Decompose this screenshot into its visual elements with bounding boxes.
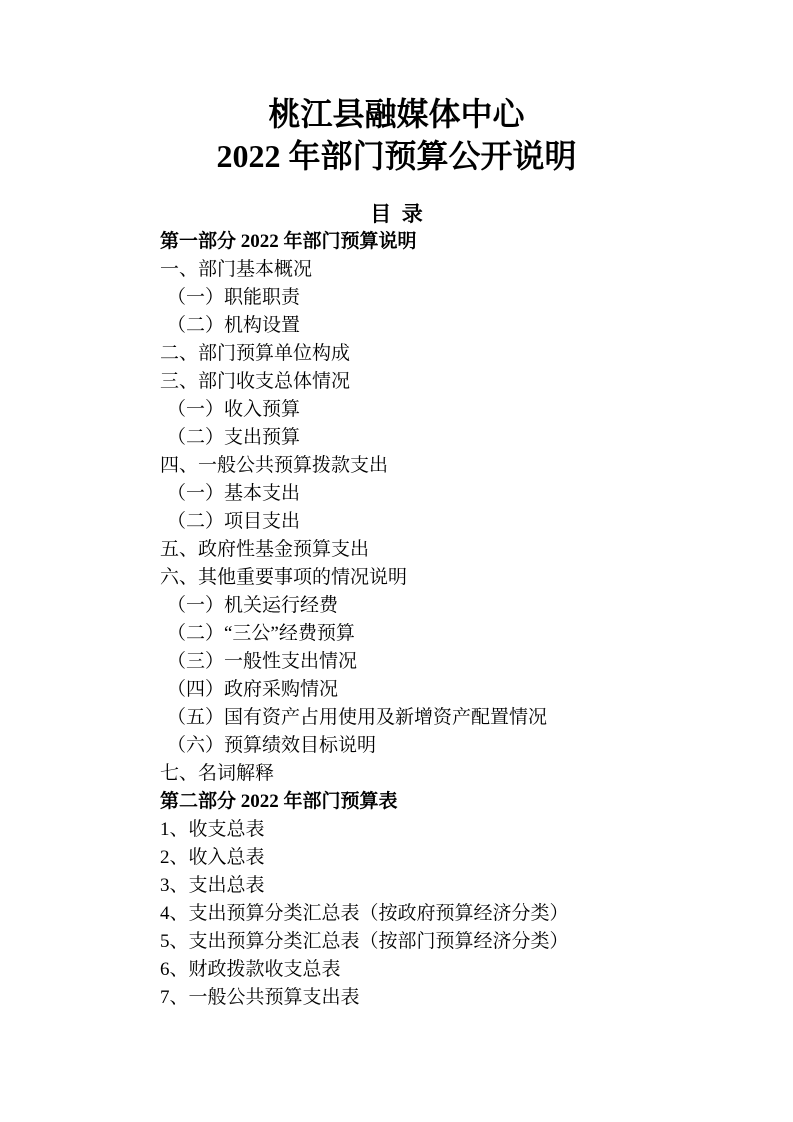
toc-item: 3、支出总表 — [160, 875, 265, 896]
document-title-line2: 2022 年部门预算公开说明 — [216, 138, 577, 174]
toc-item: （一）收入预算 — [167, 399, 301, 420]
toc-item: （五）国有资产占用使用及新增资产配置情况 — [167, 707, 548, 728]
toc-item: 六、其他重要事项的情况说明 — [160, 567, 408, 588]
toc-item: （二）机构设置 — [167, 315, 301, 336]
toc-section-heading: 第一部分 2022 年部门预算说明 — [160, 231, 417, 252]
toc-item: （一）基本支出 — [167, 483, 301, 504]
toc-item: （一）机关运行经费 — [167, 595, 339, 616]
toc-item: （四）政府采购情况 — [167, 679, 339, 700]
toc-item: 三、部门收支总体情况 — [160, 371, 351, 392]
toc-item: （二）项目支出 — [167, 511, 301, 532]
toc-item: （二）支出预算 — [167, 427, 301, 448]
toc-item: 2、收入总表 — [160, 847, 265, 868]
toc-item: （一）职能职责 — [167, 287, 301, 308]
toc-item: 5、支出预算分类汇总表（按部门预算经济分类） — [160, 931, 569, 952]
document-title-line1: 桃江县融媒体中心 — [268, 96, 525, 132]
toc-item: 7、一般公共预算支出表 — [160, 987, 360, 1008]
table-of-contents — [160, 228, 733, 1012]
toc-item: 四、一般公共预算拨款支出 — [160, 455, 389, 476]
toc-item: 1、收支总表 — [160, 819, 265, 840]
toc-item: 七、名词解释 — [160, 763, 275, 784]
toc-item: 4、支出预算分类汇总表（按政府预算经济分类） — [160, 903, 569, 924]
toc-item: 6、财政拨款收支总表 — [160, 959, 341, 980]
toc-item: （二）“三公”经费预算 — [167, 623, 355, 644]
toc-item: （六）预算绩效目标说明 — [167, 735, 377, 756]
toc-section-heading: 第二部分 2022 年部门预算表 — [160, 791, 398, 812]
toc-item: 一、部门基本概况 — [160, 259, 313, 280]
toc-heading: 目 录 — [370, 202, 423, 226]
toc-item: 五、政府性基金预算支出 — [160, 539, 370, 560]
toc-item: 二、部门预算单位构成 — [160, 343, 351, 364]
toc-item: （三）一般性支出情况 — [167, 651, 358, 672]
